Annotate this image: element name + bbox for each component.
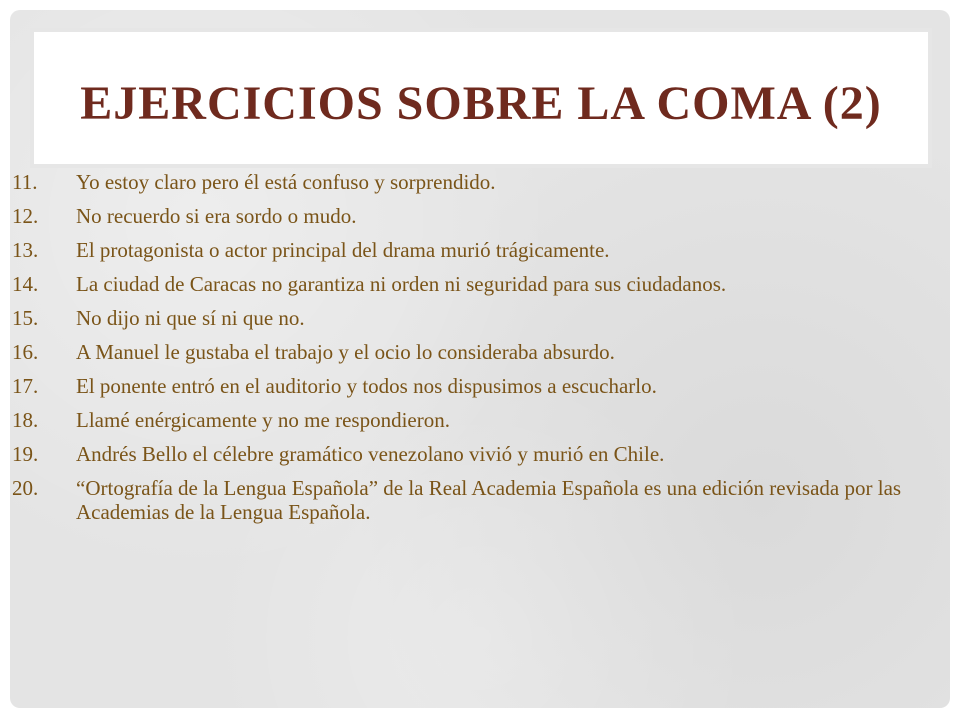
list-item — [10, 442, 940, 466]
item-text: El protagonista o actor principal del drama murió trágicamente. — [76, 238, 610, 262]
item-text: A Manuel le gustaba el trabajo y el ocio lo consideraba absurdo. — [76, 340, 615, 364]
item-text: “Ortografía de la Lengua Española” de la Real Academia Española es una edición revisada por las Academias de la Lengua Española. — [76, 476, 902, 524]
item-number: 12. — [12, 204, 39, 228]
item-number: 16. — [12, 340, 39, 364]
item-text: La ciudad de Caracas no garantiza ni orden ni seguridad para sus ciudadanos. — [76, 272, 727, 296]
list-item — [10, 340, 940, 364]
item-text: El ponente entró en el auditorio y todos nos dispusimos a escucharlo. — [76, 374, 657, 398]
slide-title: EJERCICIOS SOBRE LA COMA (2) — [80, 77, 882, 130]
item-number: 17. — [12, 374, 39, 398]
list-item — [10, 306, 940, 330]
item-text: No dijo ni que sí ni que no. — [76, 306, 305, 330]
exercise-list — [10, 170, 940, 534]
slide — [10, 10, 950, 708]
list-item — [10, 238, 940, 262]
item-number: 19. — [12, 442, 39, 466]
list-item — [10, 272, 940, 296]
item-number: 20. — [12, 476, 39, 500]
item-number: 13. — [12, 238, 39, 262]
item-number: 11. — [12, 170, 38, 194]
list-item — [10, 408, 940, 432]
list-item — [10, 204, 940, 228]
list-item — [10, 476, 940, 524]
item-number: 18. — [12, 408, 39, 432]
list-item — [10, 170, 940, 194]
item-text: Llamé enérgicamente y no me respondieron. — [76, 408, 450, 432]
list-item — [10, 374, 940, 398]
item-text: Yo estoy claro pero él está confuso y sorprendido. — [76, 170, 496, 194]
item-number: 15. — [12, 306, 39, 330]
item-text: No recuerdo si era sordo o mudo. — [76, 204, 357, 228]
item-text: Andrés Bello el célebre gramático venezolano vivió y murió en Chile. — [76, 442, 665, 466]
item-number: 14. — [12, 272, 39, 296]
